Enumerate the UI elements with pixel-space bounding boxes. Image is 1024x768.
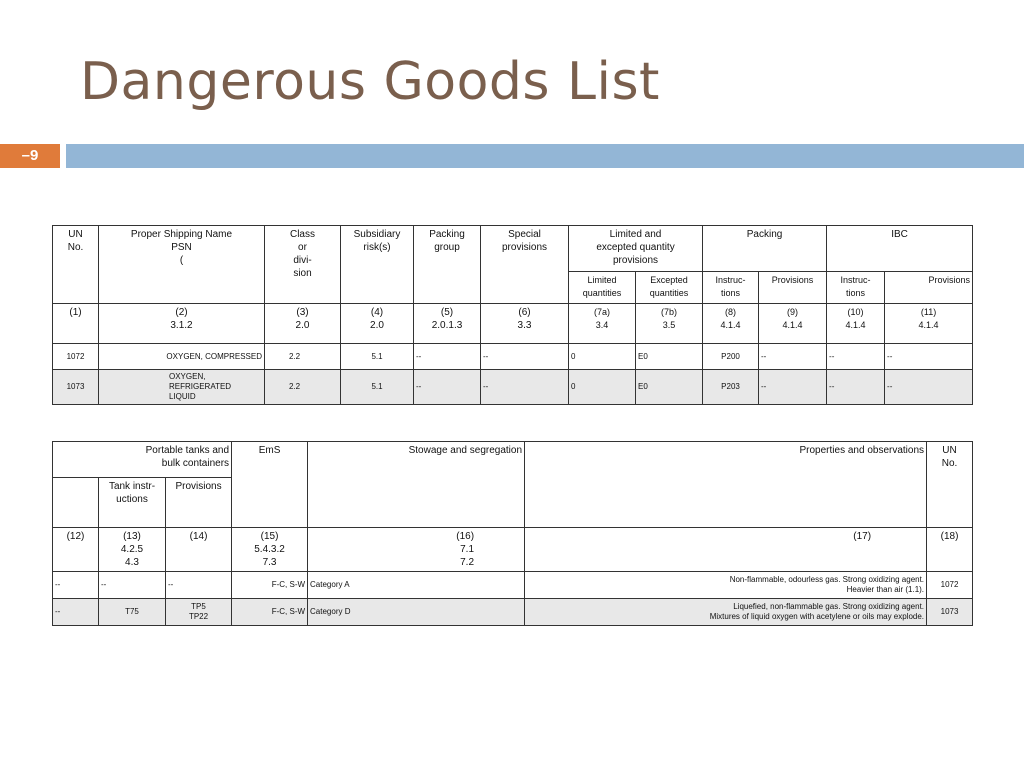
header-packing-instructions: Instruc- tions: [703, 272, 759, 304]
cell-properties: Liquefied, non-flammable gas. Strong oxidizing agent. Mixtures of liquid oxygen with acetylene or oils may explode.: [525, 599, 927, 626]
ref-col-12: (12): [53, 528, 99, 572]
ref-col-2: (2) 3.1.2: [99, 304, 265, 344]
cell-limited-quantities: 0: [569, 370, 636, 405]
cell-tank-provisions: --: [166, 572, 232, 599]
cell-limited-quantities: 0: [569, 344, 636, 370]
cell-packing-provisions: --: [759, 344, 827, 370]
header-excepted-quantities: Excepted quantities: [636, 272, 703, 304]
ref-col-1: (1): [53, 304, 99, 344]
header-packing-group: Packing group: [414, 226, 481, 304]
cell-excepted-quantities: E0: [636, 370, 703, 405]
table-row: [53, 572, 973, 599]
cell-properties: Non-flammable, odourless gas. Strong oxidizing agent. Heavier than air (1.1).: [525, 572, 927, 599]
ref-col-17: (17): [525, 528, 927, 572]
ref-col-4: (4) 2.0: [341, 304, 414, 344]
cell-tank-instructions: --: [99, 572, 166, 599]
header-stowage-segregation: Stowage and segregation: [308, 442, 525, 528]
cell-tank-instructions: T75: [99, 599, 166, 626]
ref-col-3: (3) 2.0: [265, 304, 341, 344]
ref-col-13: (13) 4.2.5 4.3: [99, 528, 166, 572]
slide-number-badge: –9: [0, 144, 60, 168]
ref-col-9: (9) 4.1.4: [759, 304, 827, 344]
cell-psn: OXYGEN, REFRIGERATED LIQUID: [99, 370, 265, 405]
cell-stowage: Category A: [308, 572, 525, 599]
header-tank-provisions: Provisions: [166, 478, 232, 528]
cell-un: 1073: [53, 370, 99, 405]
header-un-no: UN No.: [927, 442, 973, 528]
ref-col-11: (11) 4.1.4: [885, 304, 973, 344]
cell-ibc-provisions: --: [885, 370, 973, 405]
cell-packing-group: --: [414, 344, 481, 370]
cell-portable-tank: --: [53, 599, 99, 626]
table-row: [53, 599, 973, 626]
ref-col-6: (6) 3.3: [481, 304, 569, 344]
cell-special-provisions: --: [481, 344, 569, 370]
cell-portable-tank: --: [53, 572, 99, 599]
ref-col-18: (18): [927, 528, 973, 572]
cell-ems: F-C, S-W: [232, 599, 308, 626]
ref-col-10: (10) 4.1.4: [827, 304, 885, 344]
header-special-provisions: Special provisions: [481, 226, 569, 304]
cell-special-provisions: --: [481, 370, 569, 405]
ref-col-8: (8) 4.1.4: [703, 304, 759, 344]
header-packing: Packing: [703, 226, 827, 272]
cell-subsidiary: 5.1: [341, 370, 414, 405]
cell-class: 2.2: [265, 344, 341, 370]
ref-col-14: (14): [166, 528, 232, 572]
table-row: [53, 370, 973, 405]
slide-title: Dangerous Goods List: [80, 52, 660, 112]
cell-psn: OXYGEN, COMPRESSED: [99, 344, 265, 370]
cell-ibc-provisions: --: [885, 344, 973, 370]
cell-ems: F-C, S-W: [232, 572, 308, 599]
cell-class: 2.2: [265, 370, 341, 405]
cell-packing-group: --: [414, 370, 481, 405]
ref-col-7b: (7b) 3.5: [636, 304, 703, 344]
cell-subsidiary: 5.1: [341, 344, 414, 370]
header-subsidiary-risk: Subsidiary risk(s): [341, 226, 414, 304]
header-portable-tanks: Portable tanks and bulk containers: [53, 442, 232, 478]
cell-ibc-instructions: --: [827, 370, 885, 405]
dangerous-goods-table-part2: [52, 441, 973, 626]
header-limited-excepted: Limited and excepted quantity provisions: [569, 226, 703, 272]
header-psn: Proper Shipping Name PSN (: [99, 226, 265, 304]
header-limited-quantities: Limited quantities: [569, 272, 636, 304]
cell-un: 1072: [927, 572, 973, 599]
header-ibc: IBC: [827, 226, 973, 272]
ref-col-5: (5) 2.0.1.3: [414, 304, 481, 344]
header-class: Class or divi- sion: [265, 226, 341, 304]
dangerous-goods-table-part1: [52, 225, 973, 405]
accent-bar: [66, 144, 1024, 168]
header-un-no: UN No.: [53, 226, 99, 304]
cell-packing-instructions: P203: [703, 370, 759, 405]
ref-col-15: (15) 5.4.3.2 7.3: [232, 528, 308, 572]
cell-excepted-quantities: E0: [636, 344, 703, 370]
cell-packing-provisions: --: [759, 370, 827, 405]
cell-ibc-instructions: --: [827, 344, 885, 370]
cell-tank-provisions: TP5 TP22: [166, 599, 232, 626]
table-row: [53, 344, 973, 370]
header-ems: EmS: [232, 442, 308, 528]
header-ibc-instructions: Instruc- tions: [827, 272, 885, 304]
cell-stowage: Category D: [308, 599, 525, 626]
cell-un: 1073: [927, 599, 973, 626]
header-tank-instructions: Tank instr- uctions: [99, 478, 166, 528]
header-properties-observations: Properties and observations: [525, 442, 927, 528]
header-ibc-provisions: Provisions: [885, 272, 973, 304]
ref-col-7a: (7a) 3.4: [569, 304, 636, 344]
header-blank: [53, 478, 99, 528]
cell-packing-instructions: P200: [703, 344, 759, 370]
ref-col-16: (16) 7.1 7.2: [308, 528, 525, 572]
header-packing-provisions: Provisions: [759, 272, 827, 304]
cell-un: 1072: [53, 344, 99, 370]
